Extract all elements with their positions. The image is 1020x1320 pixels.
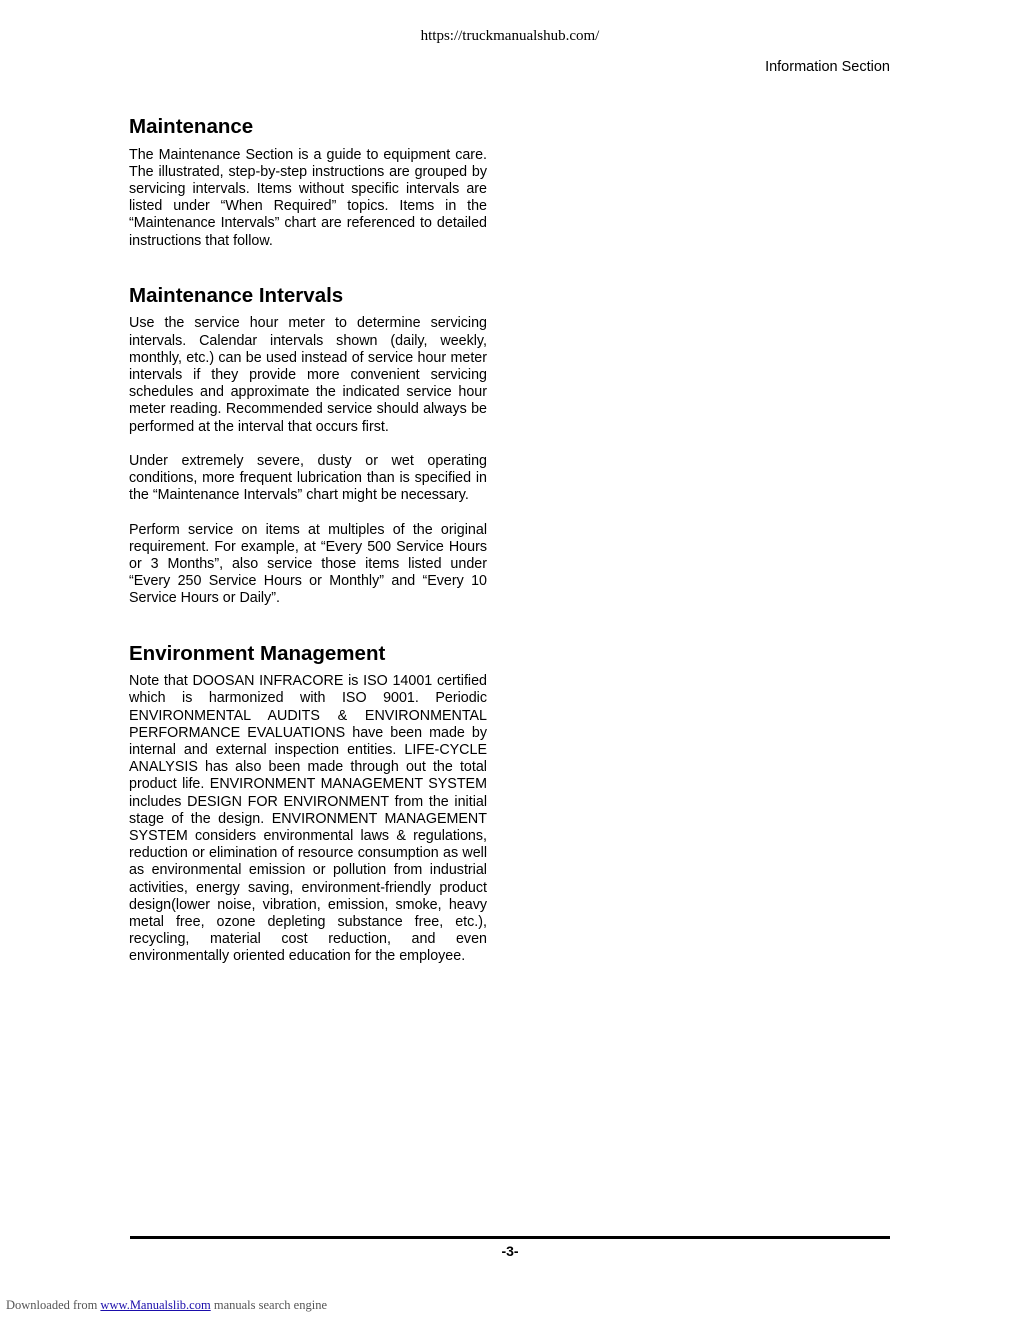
intervals-paragraph-3: Perform service on items at multiples of the original requirement. For example, at “Every 500 Service Hours or 3 Months”, also service those items listed under “Every 250 Service Hours or Monthly” and “Every 10 Service Hours or Daily”.: [129, 521, 487, 607]
environment-management-section: [129, 641, 487, 966]
maintenance-section: [129, 114, 487, 250]
footer-prefix: Downloaded from: [6, 1298, 101, 1312]
intervals-paragraph-1: Use the service hour meter to determine servicing intervals. Calendar intervals shown (daily, weekly, monthly, etc.) can be used instead of service hour meter intervals if they provide more convenient servicing schedules and approximate the indicated service hour meter reading. Recommended service should always be performed at the interval that occurs first.: [129, 315, 487, 435]
page-number: -3-: [501, 1243, 519, 1259]
section-heading-maintenance-intervals: Maintenance Intervals: [129, 283, 344, 307]
maintenance-intervals-section: [129, 283, 487, 608]
running-header-section: Information Section: [765, 59, 890, 75]
manualslib-link[interactable]: www.Manualslib.com: [100, 1298, 211, 1312]
source-url: https://truckmanualshub.com/: [420, 28, 600, 44]
intervals-paragraph-2: Under extremely severe, dusty or wet operating conditions, more frequent lubrication than is specified in the “Maintenance Intervals” chart might be necessary.: [129, 452, 487, 504]
footer-suffix: manuals search engine: [210, 1298, 327, 1312]
download-footer: [6, 1298, 327, 1313]
environment-paragraph: Note that DOOSAN INFRACORE is ISO 14001 certified which is harmonized with ISO 9001. Periodic ENVIRONMENTAL AUDITS & ENVIRONMENTAL PERFORMANCE EVALUATIONS have been made by internal and external inspection entities. LIFE-CYCLE ANALYSIS has also been made through out the total product life. ENVIRONMENT MANAGEMENT SYSTEM includes DESIGN FOR ENVIRONMENT from the initial stage of the design. ENVIRONMENT MANAGEMENT SYSTEM considers environmental laws & regulations, reduction or elimination of resource consumption as well as environmental emission or pollution from industrial activities, energy saving, environment-friendly product design(lower noise, vibration, emission, smoke, heavy metal free, ozone depleting substance free, etc.), recycling, material cost reduction, and even environmentally oriented education for the employee.: [129, 673, 487, 965]
section-heading-environment-management: Environment Management: [129, 641, 386, 665]
maintenance-paragraph: The Maintenance Section is a guide to equipment care. The illustrated, step-by-step instructions are grouped by servicing intervals. Items without specific intervals are listed under “When Required” topics. Items in the “Maintenance Intervals” chart are referenced to detailed instructions that follow.: [129, 146, 487, 249]
main-column: [129, 114, 487, 966]
section-heading-maintenance: Maintenance: [129, 115, 254, 138]
footer-rule: [130, 1236, 890, 1239]
